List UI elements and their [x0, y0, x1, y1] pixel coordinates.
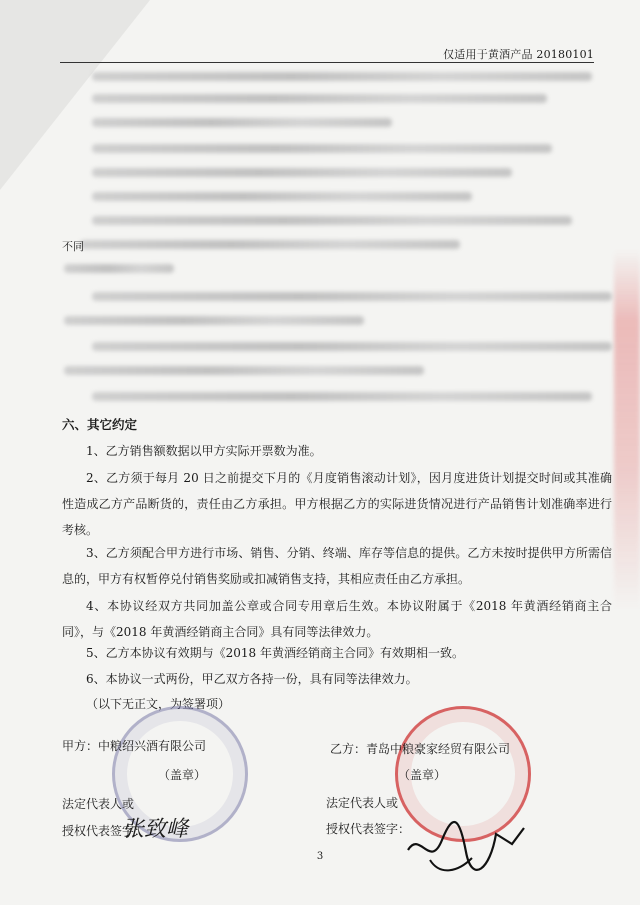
party-a-rep-line2: 授权代表签字： [62, 824, 147, 838]
redacted-line [64, 316, 364, 325]
party-b-seal-note: （盖章） [398, 768, 447, 782]
redacted-line [64, 366, 424, 375]
redacted-line [92, 144, 552, 153]
clause-4: 4、本协议经双方共同加盖公章或合同专用章后生效。本协议附属于《2018 年黄酒经销商主合同》，与《2018 年黄酒经销商主合同》具有同等法律效力。 [62, 599, 612, 639]
clause-1: 1、乙方销售额数据以甲方实际开票数为准。 [86, 444, 322, 458]
redacted-line [92, 216, 572, 225]
page-number: 3 [316, 851, 324, 862]
party-a-rep-line1: 法定代表人或 [62, 797, 135, 811]
redacted-line [80, 240, 460, 249]
redacted-line [92, 94, 547, 103]
clause-5: 5、乙方本协议有效期与《2018 年黄酒经销商主合同》有效期相一致。 [86, 646, 464, 660]
party-b-rep-line1: 法定代表人或 [326, 796, 399, 810]
redacted-line [92, 168, 512, 177]
redacted-line [92, 392, 592, 401]
clause-6: 6、本协议一式两份，甲乙双方各持一份，具有同等法律效力。 [86, 672, 418, 686]
party-b-rep-line2: 授权代表签字： [326, 822, 411, 836]
party-a-signature: 张致峰 [122, 817, 189, 842]
redacted-line [92, 342, 612, 351]
visible-fragment: 不同 [62, 240, 84, 253]
party-b-signature [400, 810, 530, 880]
redacted-line [92, 192, 472, 201]
party-a-seal-note: （盖章） [158, 768, 207, 782]
redacted-line [92, 118, 392, 127]
redacted-text-block [62, 66, 608, 406]
clause-3: 3、乙方须配合甲方进行市场、销售、分销、终端、库存等信息的提供。乙方未按时提供甲方所需信息的，甲方有权暂停兑付销售奖励或扣减销售支持，其相应责任由乙方承担。 [62, 546, 612, 586]
closing-note: （以下无正文，为签署项） [86, 697, 231, 711]
section-title: 六、其它约定 [62, 417, 138, 432]
header-rule [60, 62, 594, 63]
party-b-label: 乙方：青岛中粮豪家经贸有限公司 [330, 742, 511, 756]
party-a-label: 甲方：中粮绍兴酒有限公司 [62, 739, 207, 753]
redacted-line [64, 264, 174, 273]
redacted-line [92, 72, 592, 81]
redacted-line [92, 292, 612, 301]
edge-seal-mark [614, 250, 640, 610]
clause-2: 2、乙方须于每月 20 日之前提交下月的《月度销售滚动计划》，因月度进货计划提交时间或其准确性造成乙方产品断货的，责任由乙方承担。甲方根据乙方的实际进货情况进行产品销售计划准确率进行考核。 [62, 471, 612, 537]
header-note: 仅适用于黄酒产品 20180101 [443, 48, 594, 61]
